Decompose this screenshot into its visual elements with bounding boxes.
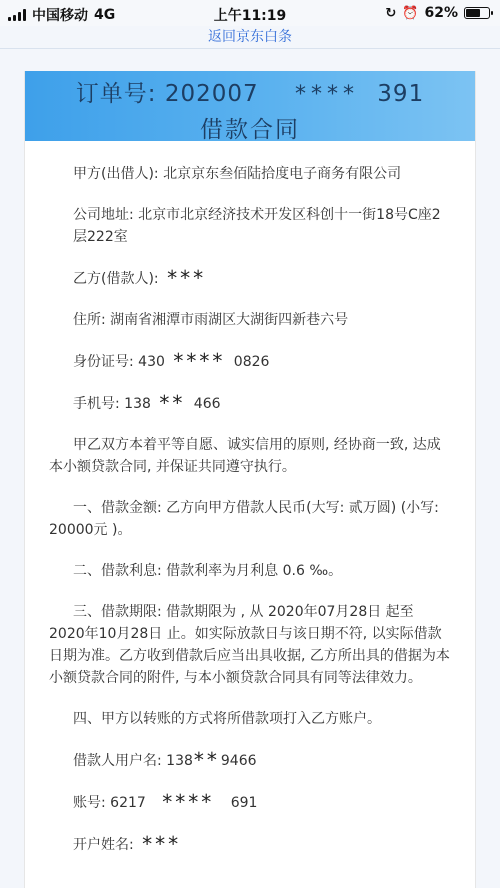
id-number [49,350,451,373]
contract-card [24,71,476,888]
id-label: 身份证号: 430 [73,354,165,370]
alarm-icon: ⏰ [402,5,419,21]
order-number [25,75,475,108]
party-b-mask: *** [167,266,207,290]
order-label: 订单号: [75,81,157,107]
contract-body [25,141,475,856]
phone-label: 手机号: 138 [73,396,151,412]
order-mask: **** [294,82,359,107]
phone-mask: ** [159,391,186,415]
status-bar [0,0,500,26]
username-mask: ** [193,748,220,772]
holder-label: 开户姓名: [73,837,134,853]
status-time: 上午11:19 [213,8,287,24]
account-number [49,791,451,814]
id-suffix: 0826 [233,354,270,370]
account-suffix: 691 [230,795,258,811]
company-address [49,204,451,248]
username-suffix: 9466 [220,753,257,769]
clause-term: 三、借款期限: 借款期限为 , 从 2020年07月28日 起至 2020年10月28日 止。如实际放款日与该日期不符, 以实际借款日期为准。乙方收到借款后应当出具收据, 乙方所出具的借据为本小额贷款合同的附件, 与本小额贷款合同具有同等法律效力。 [49,604,450,686]
borrower-username [49,749,451,772]
party-a: 甲方(出借人): 北京京东叁佰陆拾度电子商务有限公司 [73,166,402,182]
phone-number [49,392,451,415]
clause-amount: 一、借款金额: 乙方向甲方借款人民币(大写: 贰万圆) (小写: 20000元 )。 [49,500,439,538]
account-holder [49,833,451,856]
content-frame [0,48,500,888]
battery-icon [464,7,490,19]
account-label: 账号: 6217 [73,795,146,811]
company-address-text: 公司地址: 北京市北京经济技术开发区科创十一街18号C座2层222室 [73,207,441,245]
order-suffix: 391 [377,81,425,107]
battery-level [466,9,480,17]
phone-suffix: 466 [193,396,221,412]
network-type: 4G [94,7,116,23]
orientation-lock-icon: ↻ [385,5,397,21]
battery-percent: 62% [424,5,458,21]
username-label: 借款人用户名: 138 [73,753,193,769]
clause-transfer: 四、甲方以转账的方式将所借款项打入乙方账户。 [73,711,381,727]
id-mask: **** [173,349,226,373]
back-to-baitiao-link[interactable]: 返回京东白条 [208,29,292,45]
preamble: 甲乙双方本着平等自愿、诚实信用的原则, 经协商一致, 达成本小额贷款合同, 并保证共同遵守执行。 [49,437,441,475]
carrier-name: 中国移动 [32,8,88,24]
order-prefix: 202007 [164,81,259,107]
residence: 住所: 湖南省湘潭市雨湖区大湖街四新巷六号 [73,312,349,328]
party-b-label: 乙方(借款人): [73,271,159,287]
contract-title: 借款合同 [200,117,300,143]
holder-mask: *** [142,832,182,856]
contract-banner [25,71,475,141]
account-mask: **** [162,790,215,814]
status-right [385,5,490,21]
clause-interest: 二、借款利息: 借款利率为月利息 0.6 ‰。 [73,563,343,579]
party-b [49,267,451,290]
